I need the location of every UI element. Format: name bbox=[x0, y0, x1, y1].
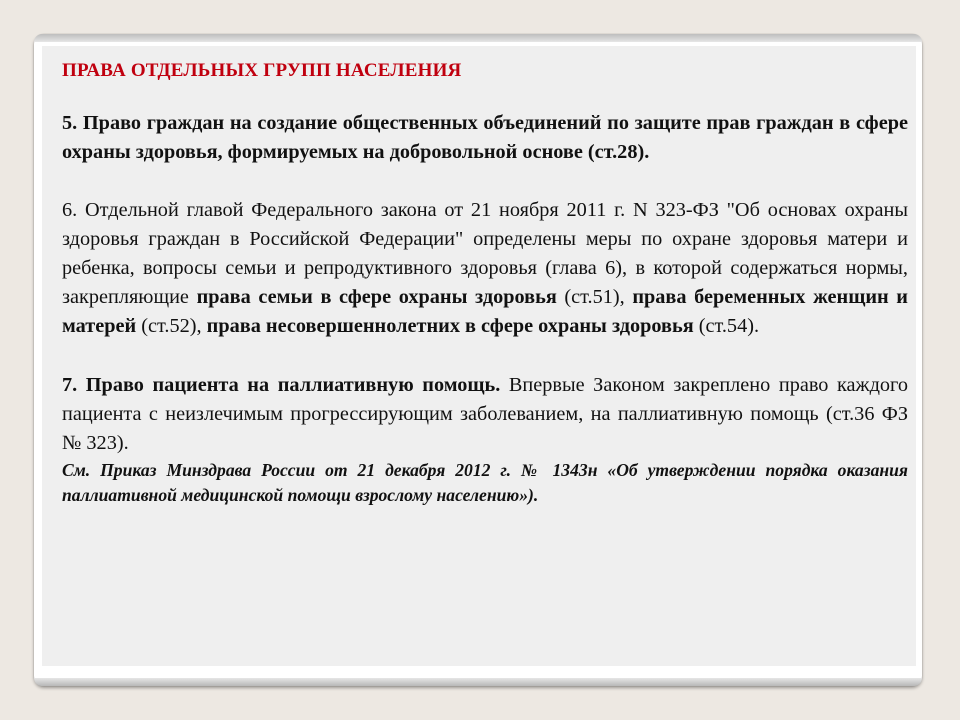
paragraph-7-text-1: Впервые Законом закреплено право каждого пациента с неизлечимым прогрессирующим заболеванием, на паллиативную помощь (ст.36 ФЗ № 323). bbox=[62, 374, 908, 454]
paragraph-7-bold-1: 7. Право пациента на паллиативную помощь. bbox=[62, 374, 501, 396]
paragraph-6 bbox=[62, 196, 908, 341]
paragraph-6-text-3: (ст.52), bbox=[136, 315, 207, 337]
slide-content bbox=[62, 60, 908, 508]
frame-bottom-edge bbox=[34, 678, 922, 686]
paragraph-6-bold-2: права беременных женщин и матерей bbox=[62, 286, 908, 337]
reference-note: См. Приказ Минздрава России от 21 декабря 2012 г. № 1343н «Об утверждении порядка оказания паллиативной медицинской помощи взрослому населению»). bbox=[62, 460, 908, 505]
paragraph-6-bold-3: права несовершеннолетних в сфере охраны здоровья bbox=[206, 315, 694, 337]
paragraph-6-text-1: 6. Отдельной главой Федерального закона от 21 ноября 2011 г. N 323-ФЗ "Об основах охраны здоровья граждан в Российской Федерации" определены меры по охране здоровья матери и ребенка, вопросы семьи и репродуктивного здоровья (глава 6), в которой содержаться нормы, закрепляющие bbox=[62, 199, 908, 308]
paragraph-7 bbox=[62, 371, 908, 458]
paragraph-6-bold-1: права семьи в сфере охраны здоровья bbox=[196, 286, 557, 308]
slide-title: ПРАВА ОТДЕЛЬНЫХ ГРУПП НАСЕЛЕНИЯ bbox=[62, 60, 462, 81]
paragraph-5: 5. Право граждан на создание общественных объединений по защите прав граждан в сфере охраны здоровья, формируемых на добровольной основе (ст.28). bbox=[62, 112, 908, 163]
paragraph-6-text-2: (ст.51), bbox=[556, 286, 633, 308]
paragraph-6-text-4: (ст.54). bbox=[693, 315, 760, 337]
frame-top-edge bbox=[34, 34, 922, 42]
